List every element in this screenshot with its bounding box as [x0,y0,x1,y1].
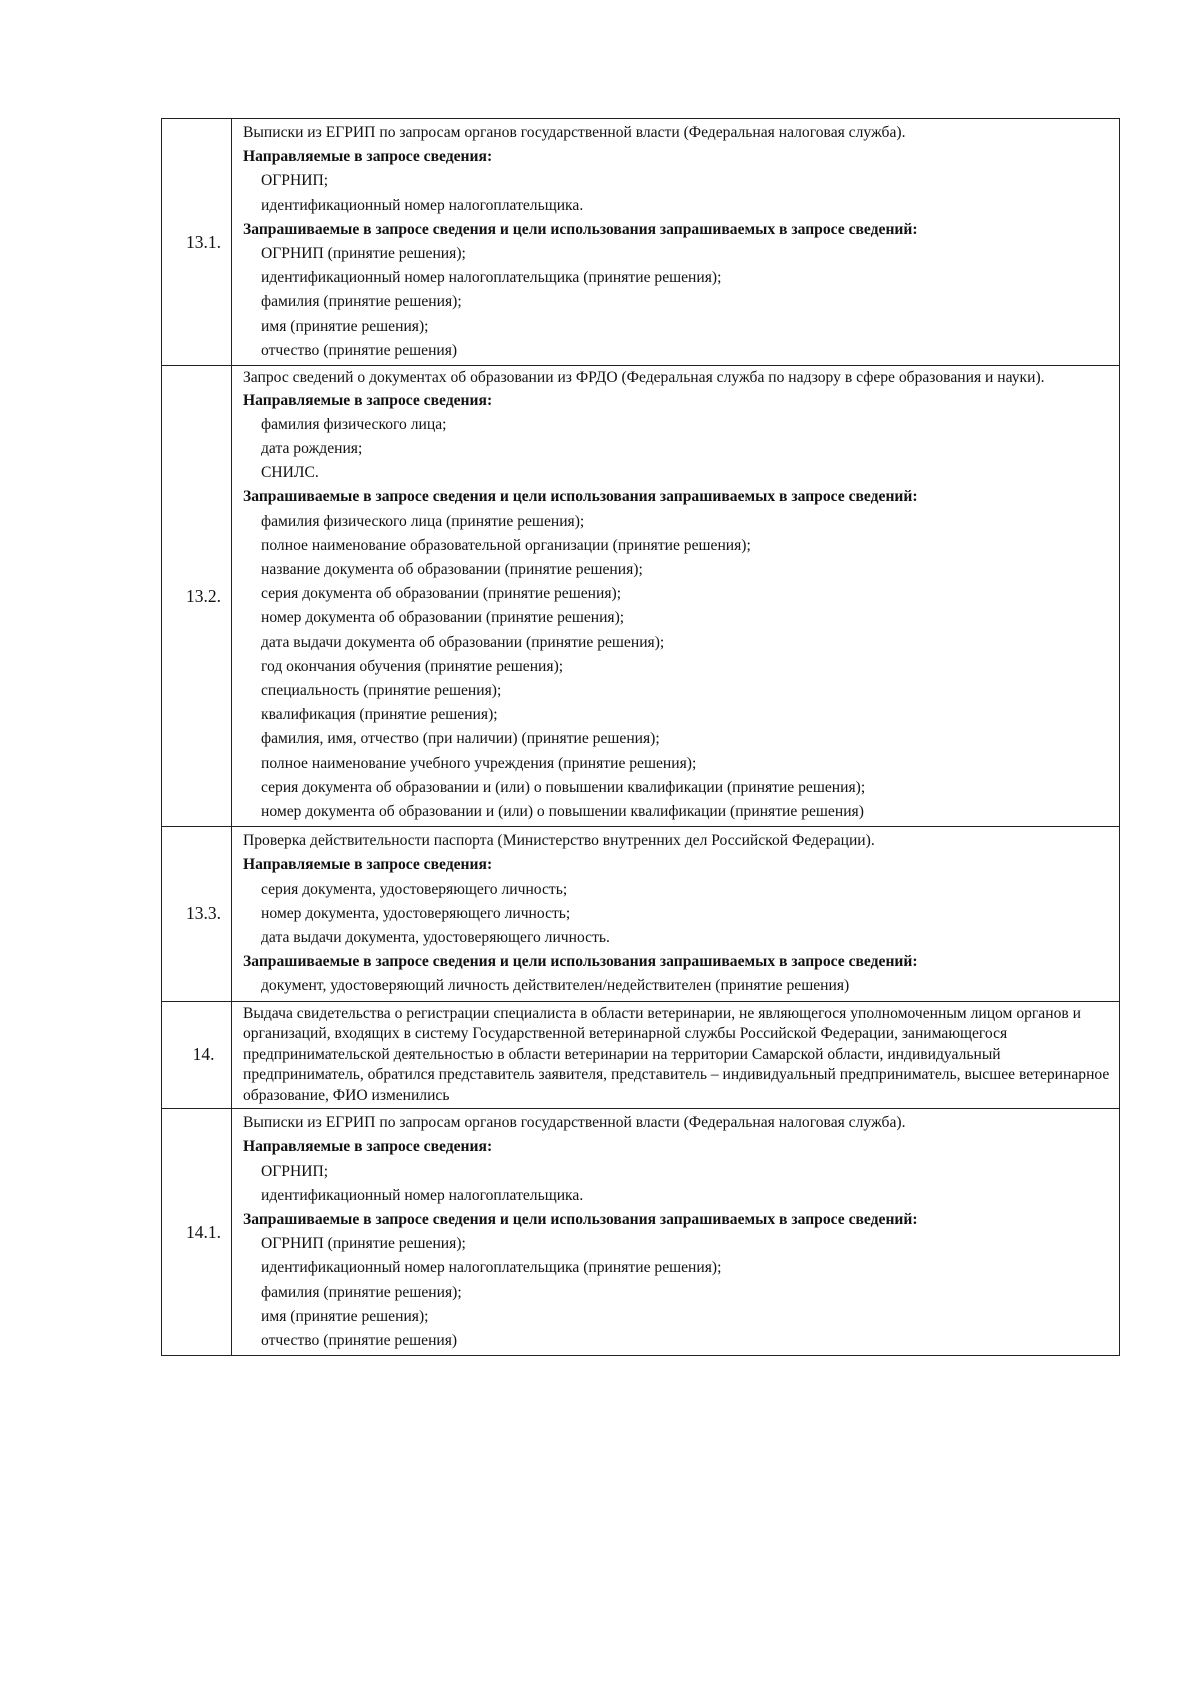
row-content-cell [232,366,1120,827]
requested-data-item: идентификационный номер налогоплательщика (принятие решения); [261,1259,722,1277]
requested-data-item: название документа об образовании (принятие решения); [261,560,643,578]
row-number: 14.1. [186,1221,221,1242]
requested-data-item: дата выдачи документа об образовании (принятие решения); [261,633,665,651]
sent-data-header: Направляемые в запросе сведения: [243,391,493,409]
requested-data-header: Запрашиваемые в запросе сведения и цели использования запрашиваемых в запросе сведений: [243,488,918,506]
requested-data-item: номер документа об образовании и (или) о повышении квалификации (принятие решения) [261,802,864,820]
row-number: 13.1. [186,231,221,252]
row-content-cell [232,1001,1120,1109]
requested-data-item: специальность (принятие решения); [261,681,502,699]
row-content-cell [232,119,1120,366]
requested-data-item: полное наименование учебного учреждения (принятие решения); [261,754,697,772]
services-table [161,118,1120,1356]
sent-data-item: ОГРНИП; [261,1162,329,1180]
row-description: Выписки из ЕГРИП по запросам органов государственной власти (Федеральная налоговая служба). [243,124,906,141]
requested-data-item: фамилия физического лица (принятие решения); [261,512,585,530]
row-description: Выдача свидетельства о регистрации специалиста в области ветеринарии, не являющегося уполномоченным лицом органов и организаций, входящих в систему Государственной ветеринарной службы Российской Федерации, занимающегося предпринимательской деятельностью в области ветеринарии на территории Самарской области, индивидуальный предприниматель, обратился представитель заявителя, представитель – индивидуальный предприниматель, высшее ветеринарное образование, ФИО изменились [243,1004,1110,1104]
sent-data-item: дата выдачи документа, удостоверяющего личность. [261,929,610,946]
row-number-cell [162,1001,232,1109]
sent-data-item: дата рождения; [261,439,363,457]
row-number-cell [162,1109,232,1356]
row-description: Выписки из ЕГРИП по запросам органов государственной власти (Федеральная налоговая служба). [243,1114,906,1132]
row-number-cell [162,366,232,827]
row-number-cell [162,119,232,366]
requested-data-item: ОГРНИП (принятие решения); [261,245,466,263]
row-content-cell [232,827,1120,1001]
sent-data-item: идентификационный номер налогоплательщика. [261,1186,584,1204]
sent-data-header: Направляемые в запросе сведения: [243,1138,493,1156]
requested-data-header: Запрашиваемые в запросе сведения и цели использования запрашиваемых в запросе сведений: [243,953,918,971]
sent-data-item: фамилия физического лица; [261,415,447,433]
requested-data-header: Запрашиваемые в запросе сведения и цели использования запрашиваемых в запросе сведений: [243,1210,918,1228]
requested-data-item: полное наименование образовательной организации (принятие решения); [261,536,751,554]
requested-data-item: серия документа об образовании (принятие решения); [261,585,622,603]
table-row-13-2 [162,366,1120,827]
sent-data-item: ОГРНИП; [261,172,329,190]
requested-data-item: имя (принятие решения); [261,317,429,335]
sent-data-item: номер документа, удостоверяющего личность; [261,904,571,922]
table-row-14 [162,1001,1120,1109]
row-description: Проверка действительности паспорта (Министерство внутренних дел Российской Федерации). [243,832,875,850]
row-description: Запрос сведений о документах об образовании из ФРДО (Федеральная служба по надзору в сфере образования и науки). [243,369,1045,387]
row-number-cell [162,827,232,1001]
table-row-13-3 [162,827,1120,1001]
row-number: 13.3. [186,903,221,924]
row-number: 13.2. [186,585,221,606]
sent-data-header: Направляемые в запросе сведения: [243,148,493,166]
requested-data-item: идентификационный номер налогоплательщика (принятие решения); [261,269,722,287]
sent-data-item: серия документа, удостоверяющего личность; [261,880,568,898]
requested-data-item: фамилия, имя, отчество (при наличии) (принятие решения); [261,730,660,748]
sent-data-header: Направляемые в запросе сведения: [243,856,493,874]
sent-data-item: идентификационный номер налогоплательщика. [261,196,584,214]
row-number: 14. [192,1044,215,1065]
table-row-14-1 [162,1109,1120,1356]
requested-data-item: фамилия (принятие решения); [261,1283,462,1301]
requested-data-item: ОГРНИП (принятие решения); [261,1235,466,1253]
requested-data-item: год окончания обучения (принятие решения); [261,657,564,675]
requested-data-item: серия документа об образовании и (или) о повышении квалификации (принятие решения); [261,778,866,796]
requested-data-item: номер документа об образовании (принятие решения); [261,609,625,627]
requested-data-item: отчество (принятие решения) [261,1331,458,1349]
sent-data-item: СНИЛС. [261,464,319,482]
requested-data-item: документ, удостоверяющий личность действителен/недействителен (принятие решения) [261,977,850,995]
requested-data-item: имя (принятие решения); [261,1307,429,1325]
requested-data-item: квалификация (принятие решения); [261,706,498,724]
requested-data-item: фамилия (принятие решения); [261,293,462,311]
row-content-cell [232,1109,1120,1356]
requested-data-item: отчество (принятие решения) [261,341,458,359]
requested-data-header: Запрашиваемые в запросе сведения и цели использования запрашиваемых в запросе сведений: [243,220,918,238]
table-row-13-1 [162,119,1120,366]
